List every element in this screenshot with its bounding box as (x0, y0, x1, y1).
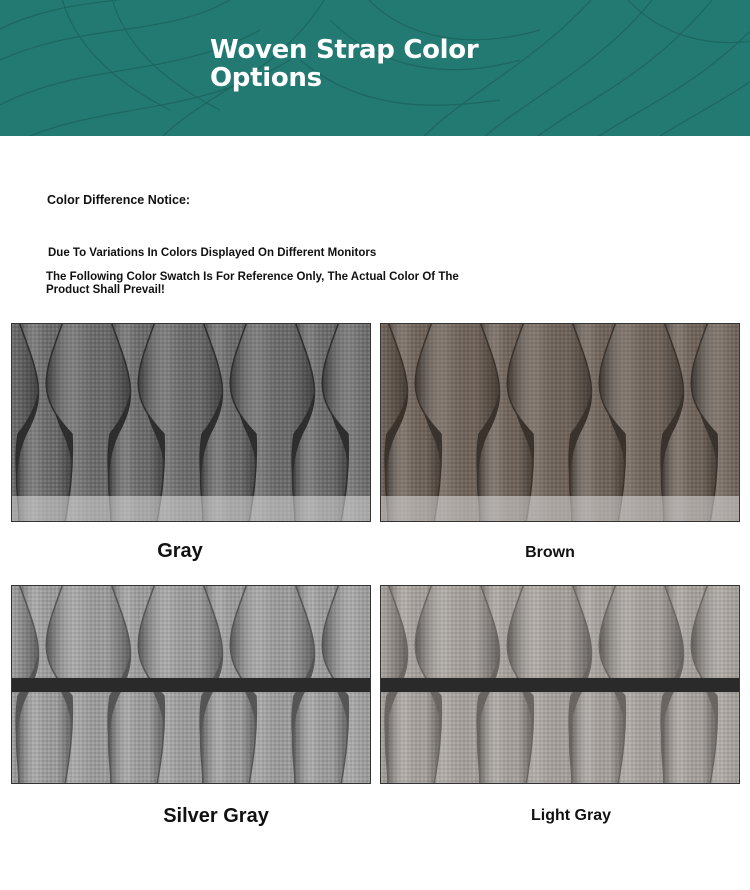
swatch-label-light-gray: Light Gray (530, 807, 611, 824)
frame-bar (381, 678, 740, 692)
swatch-image-gray (11, 323, 371, 522)
frame-rail (12, 496, 371, 522)
notice-heading: Color Difference Notice: (47, 193, 191, 207)
swatch-image-light-gray (380, 585, 740, 784)
header-banner (0, 0, 750, 136)
swatch-label-brown: Brown (525, 544, 575, 561)
frame-bar (12, 678, 371, 692)
frame-rail (381, 496, 740, 522)
swatch-label-silver-gray: Silver Gray (163, 805, 269, 827)
swatch-image-brown (380, 323, 740, 522)
notice-text-line2: The Following Color Swatch Is For Reference Only, The Actual Color Of The Product Shall Prevail! (46, 271, 459, 296)
notice-text-line1: Due To Variations In Colors Displayed On Different Monitors (48, 247, 377, 259)
page-title: Woven Strap Color Options (210, 35, 479, 93)
swatch-image-silver-gray (11, 585, 371, 784)
swatch-label-gray: Gray (157, 540, 203, 562)
